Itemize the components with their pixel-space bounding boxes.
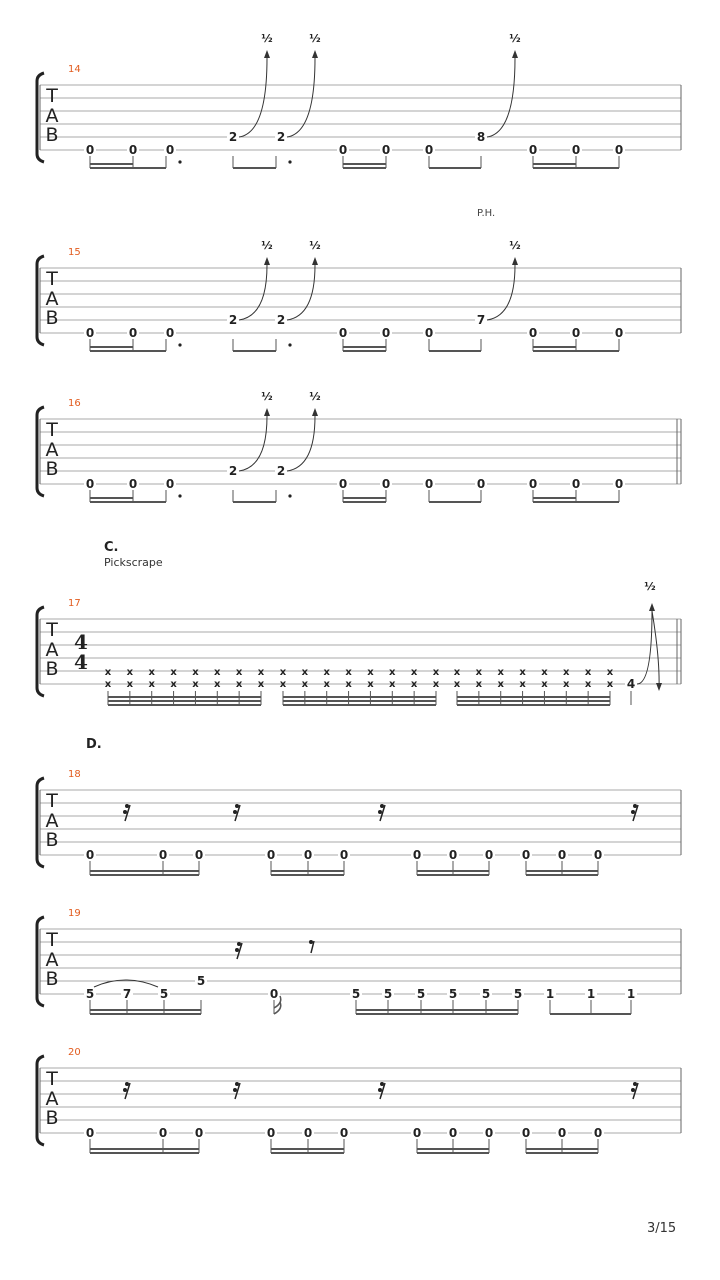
scrape-x-lower: x (148, 679, 155, 690)
fret-number: 0 (128, 477, 138, 491)
rest-flag (631, 1088, 635, 1092)
dot (178, 160, 181, 163)
fret-number: 0 (303, 848, 313, 862)
rest-flag (235, 948, 239, 952)
bend-arrowhead (312, 408, 318, 416)
release-curve (652, 611, 659, 689)
fret-number: 5 (383, 987, 393, 1001)
fret-number: 2 (228, 313, 238, 327)
fret-number: 5 (448, 987, 458, 1001)
bend-arrowhead (312, 50, 318, 58)
fret-number: 0 (593, 848, 603, 862)
fret-number: 0 (158, 848, 168, 862)
bend-arrowhead (512, 257, 518, 265)
scrape-x-lower: x (126, 679, 134, 690)
measure-number: 19 (68, 908, 81, 919)
fret-number: 0 (528, 143, 538, 157)
scrape-x-upper: x (170, 667, 177, 678)
fret-number: 0 (571, 326, 581, 340)
fret-number: 0 (381, 143, 391, 157)
measure-number: 17 (68, 598, 81, 609)
scrape-x-lower: x (170, 679, 177, 690)
tab-clef-letter: B (45, 968, 59, 990)
scrape-x-upper: x (148, 667, 155, 678)
tab-clef-letter: A (45, 288, 59, 310)
fret-number: 2 (228, 464, 238, 478)
scrape-x-upper: x (345, 667, 352, 678)
bend-curve (239, 265, 267, 320)
tab-clef-letter: T (46, 1068, 58, 1090)
bend-arrowhead (312, 257, 318, 265)
dot (288, 343, 291, 346)
fret-number: 0 (85, 143, 95, 157)
fret-number: 0 (338, 477, 348, 491)
fret-number: 0 (424, 477, 434, 491)
scrape-x-lower: x (257, 679, 265, 690)
fret-number: 5 (196, 974, 206, 988)
rest-flag (233, 810, 237, 814)
tab-clef-letter: A (45, 1088, 59, 1110)
fret-number: 7 (122, 987, 132, 1001)
scrape-x-lower: x (104, 679, 112, 690)
bend-amount: ½ (309, 239, 321, 252)
rest-flag (633, 1082, 637, 1086)
tab-clef-letter: A (45, 810, 59, 832)
fret-number: 0 (266, 1126, 276, 1140)
bend-curve (487, 265, 515, 320)
fret-number: 5 (159, 987, 169, 1001)
fret-number: 0 (85, 477, 95, 491)
fret-number: 0 (593, 1126, 603, 1140)
scrape-x-lower: x (563, 679, 570, 690)
scrape-x-lower: x (410, 679, 418, 690)
fret-number: 0 (194, 848, 204, 862)
bend-curve (637, 611, 652, 684)
page-number: 3/15 (647, 1221, 677, 1236)
release-arrowhead (656, 683, 662, 691)
fret-number: 0 (448, 1126, 458, 1140)
rest-flag (233, 1088, 237, 1092)
fret-number: 0 (448, 848, 458, 862)
scrape-x-upper: x (257, 667, 265, 678)
measure-number: 18 (68, 769, 81, 780)
scrape-x-lower: x (279, 679, 287, 690)
fret-number: 0 (85, 326, 95, 340)
fret-number: 5 (513, 987, 523, 1001)
rest-flag (235, 1082, 239, 1086)
fret-number: 5 (416, 987, 426, 1001)
fret-number: 5 (85, 987, 95, 1001)
fret-number: 0 (571, 477, 581, 491)
fret-number: 0 (484, 1126, 494, 1140)
scrape-x-upper: x (606, 667, 614, 678)
fret-number: 0 (412, 848, 422, 862)
rest-flag (631, 810, 635, 814)
pickscrape-annotation: Pickscrape (104, 556, 163, 569)
rest-flag (380, 804, 384, 808)
bend-amount: ½ (644, 580, 656, 593)
fret-number: 0 (521, 848, 531, 862)
tab-staff-20 (37, 1056, 681, 1145)
fret-number: 0 (165, 326, 175, 340)
fret-number: 0 (528, 477, 538, 491)
fret-number: 0 (424, 326, 434, 340)
bend-arrowhead (649, 603, 655, 611)
fret-number: 0 (165, 143, 175, 157)
scrape-x-lower: x (519, 679, 526, 690)
fret-number: 0 (85, 1126, 95, 1140)
dot (288, 494, 291, 497)
rest-flag (380, 1082, 384, 1086)
rest-flag (123, 1088, 127, 1092)
scrape-x-lower: x (389, 679, 396, 690)
fret-number: 0 (412, 1126, 422, 1140)
bend-amount: ½ (309, 390, 321, 403)
scrape-x-upper: x (367, 667, 374, 678)
bend-amount: ½ (261, 390, 273, 403)
fret-number: 0 (85, 848, 95, 862)
bend-arrowhead (264, 257, 270, 265)
bend-amount: ½ (261, 32, 273, 45)
section-d-label: D. (86, 737, 102, 752)
tab-clef-letter: B (45, 829, 59, 851)
fret-number: 0 (158, 1126, 168, 1140)
scrape-x-upper: x (104, 667, 112, 678)
tab-staff-18 (37, 778, 681, 867)
tab-clef-letter: B (45, 1107, 59, 1129)
fret-number: 0 (194, 1126, 204, 1140)
scrape-x-upper: x (279, 667, 287, 678)
bend-arrowhead (512, 50, 518, 58)
scrape-x-upper: x (323, 667, 330, 678)
tab-clef-letter: A (45, 105, 59, 127)
scrape-x-lower: x (453, 679, 461, 690)
scrape-x-lower: x (301, 679, 309, 690)
time-signature-bottom: 4 (74, 650, 88, 674)
scrape-x-upper: x (563, 667, 570, 678)
rest-flag (125, 1082, 129, 1086)
scrape-x-lower: x (192, 679, 199, 690)
bend-amount: ½ (509, 32, 521, 45)
fret-number: 1 (626, 987, 636, 1001)
tab-clef-letter: T (46, 268, 58, 290)
scrape-x-upper: x (235, 667, 243, 678)
fret-number: 0 (303, 1126, 313, 1140)
scrape-x-upper: x (389, 667, 396, 678)
fret-number: 0 (476, 477, 486, 491)
fret-number: 0 (128, 326, 138, 340)
tab-clef-letter: T (46, 790, 58, 812)
rest-flag (125, 804, 129, 808)
tab-clef-letter: B (45, 307, 59, 329)
bend-arrowhead (264, 50, 270, 58)
fret-number: 0 (528, 326, 538, 340)
fret-number: 0 (557, 1126, 567, 1140)
fret-number: 8 (476, 130, 486, 144)
rest-flag (378, 1088, 382, 1092)
fret-number: 2 (276, 130, 286, 144)
rest-flag (378, 810, 382, 814)
scrape-x-lower: x (323, 679, 330, 690)
tab-clef-letter: A (45, 439, 59, 461)
tab-clef-letter: A (45, 949, 59, 971)
fret-number: 0 (521, 1126, 531, 1140)
bend-curve (239, 416, 267, 471)
scrape-x-upper: x (214, 667, 221, 678)
scrape-x-lower: x (235, 679, 243, 690)
fret-number: 0 (338, 326, 348, 340)
tab-clef-letter: T (46, 929, 58, 951)
measure-number: 15 (68, 247, 81, 258)
scrape-x-lower: x (432, 679, 440, 690)
measure-number: 20 (68, 1047, 81, 1058)
tab-clef-letter: B (45, 658, 59, 680)
tab-clef-letter: T (46, 419, 58, 441)
rest-flag (235, 804, 239, 808)
fret-number: 0 (484, 848, 494, 862)
bend-curve (287, 265, 315, 320)
tab-clef-letter: B (45, 458, 59, 480)
bend-amount: ½ (261, 239, 273, 252)
fret-number: 0 (614, 477, 624, 491)
fret-number: 2 (228, 130, 238, 144)
fret-number: 0 (266, 848, 276, 862)
fret-number: 5 (481, 987, 491, 1001)
scrape-x-upper: x (541, 667, 548, 678)
rest-flag (123, 810, 127, 814)
bend-arrowhead (264, 408, 270, 416)
rest-flag (309, 940, 313, 944)
scrape-x-upper: x (432, 667, 440, 678)
bend-amount: ½ (509, 239, 521, 252)
fret-number: 0 (557, 848, 567, 862)
scrape-x-lower: x (497, 679, 504, 690)
fret-number: 0 (571, 143, 581, 157)
scrape-x-lower: x (606, 679, 614, 690)
fret-number: 0 (339, 1126, 349, 1140)
fret-number: 2 (276, 313, 286, 327)
rest-flag (237, 942, 241, 946)
dot (288, 160, 291, 163)
tab-clef-letter: B (45, 124, 59, 146)
tab-clef-letter: A (45, 639, 59, 661)
fret-number: 1 (545, 987, 555, 1001)
scrape-x-lower: x (475, 679, 483, 690)
time-signature-top: 4 (74, 630, 88, 654)
dot (178, 343, 181, 346)
tab-clef-letter: T (46, 619, 58, 641)
fret-number: 0 (614, 143, 624, 157)
fret-number: 0 (128, 143, 138, 157)
scrape-x-lower: x (345, 679, 352, 690)
fret-number: 0 (381, 477, 391, 491)
fret-number: 0 (614, 326, 624, 340)
fret-number: 0 (338, 143, 348, 157)
scrape-x-lower: x (367, 679, 374, 690)
scrape-x-upper: x (410, 667, 418, 678)
fret-number: 2 (276, 464, 286, 478)
measure-number: 14 (68, 64, 81, 75)
scrape-x-lower: x (541, 679, 548, 690)
rest-flag (633, 804, 637, 808)
fret-number: 0 (269, 987, 279, 1001)
palm-harmonic-annotation: P.H. (477, 208, 496, 219)
fret-number: 0 (339, 848, 349, 862)
dot (178, 494, 181, 497)
scrape-x-lower: x (584, 679, 592, 690)
scrape-x-lower: x (214, 679, 221, 690)
fret-number: 5 (351, 987, 361, 1001)
tab-clef-letter: T (46, 85, 58, 107)
scrape-x-upper: x (519, 667, 526, 678)
scrape-x-upper: x (301, 667, 309, 678)
scrape-x-upper: x (126, 667, 134, 678)
final-bend-note: 4 (626, 677, 636, 691)
scrape-x-upper: x (453, 667, 461, 678)
section-c-label: C. (104, 540, 119, 555)
measure-number: 16 (68, 398, 81, 409)
bend-curve (287, 416, 315, 471)
fret-number: 7 (476, 313, 486, 327)
bend-amount: ½ (309, 32, 321, 45)
fret-number: 0 (381, 326, 391, 340)
scrape-x-upper: x (497, 667, 504, 678)
scrape-x-upper: x (584, 667, 592, 678)
scrape-x-upper: x (192, 667, 199, 678)
scrape-x-upper: x (475, 667, 483, 678)
fret-number: 1 (586, 987, 596, 1001)
fret-number: 0 (424, 143, 434, 157)
fret-number: 0 (165, 477, 175, 491)
